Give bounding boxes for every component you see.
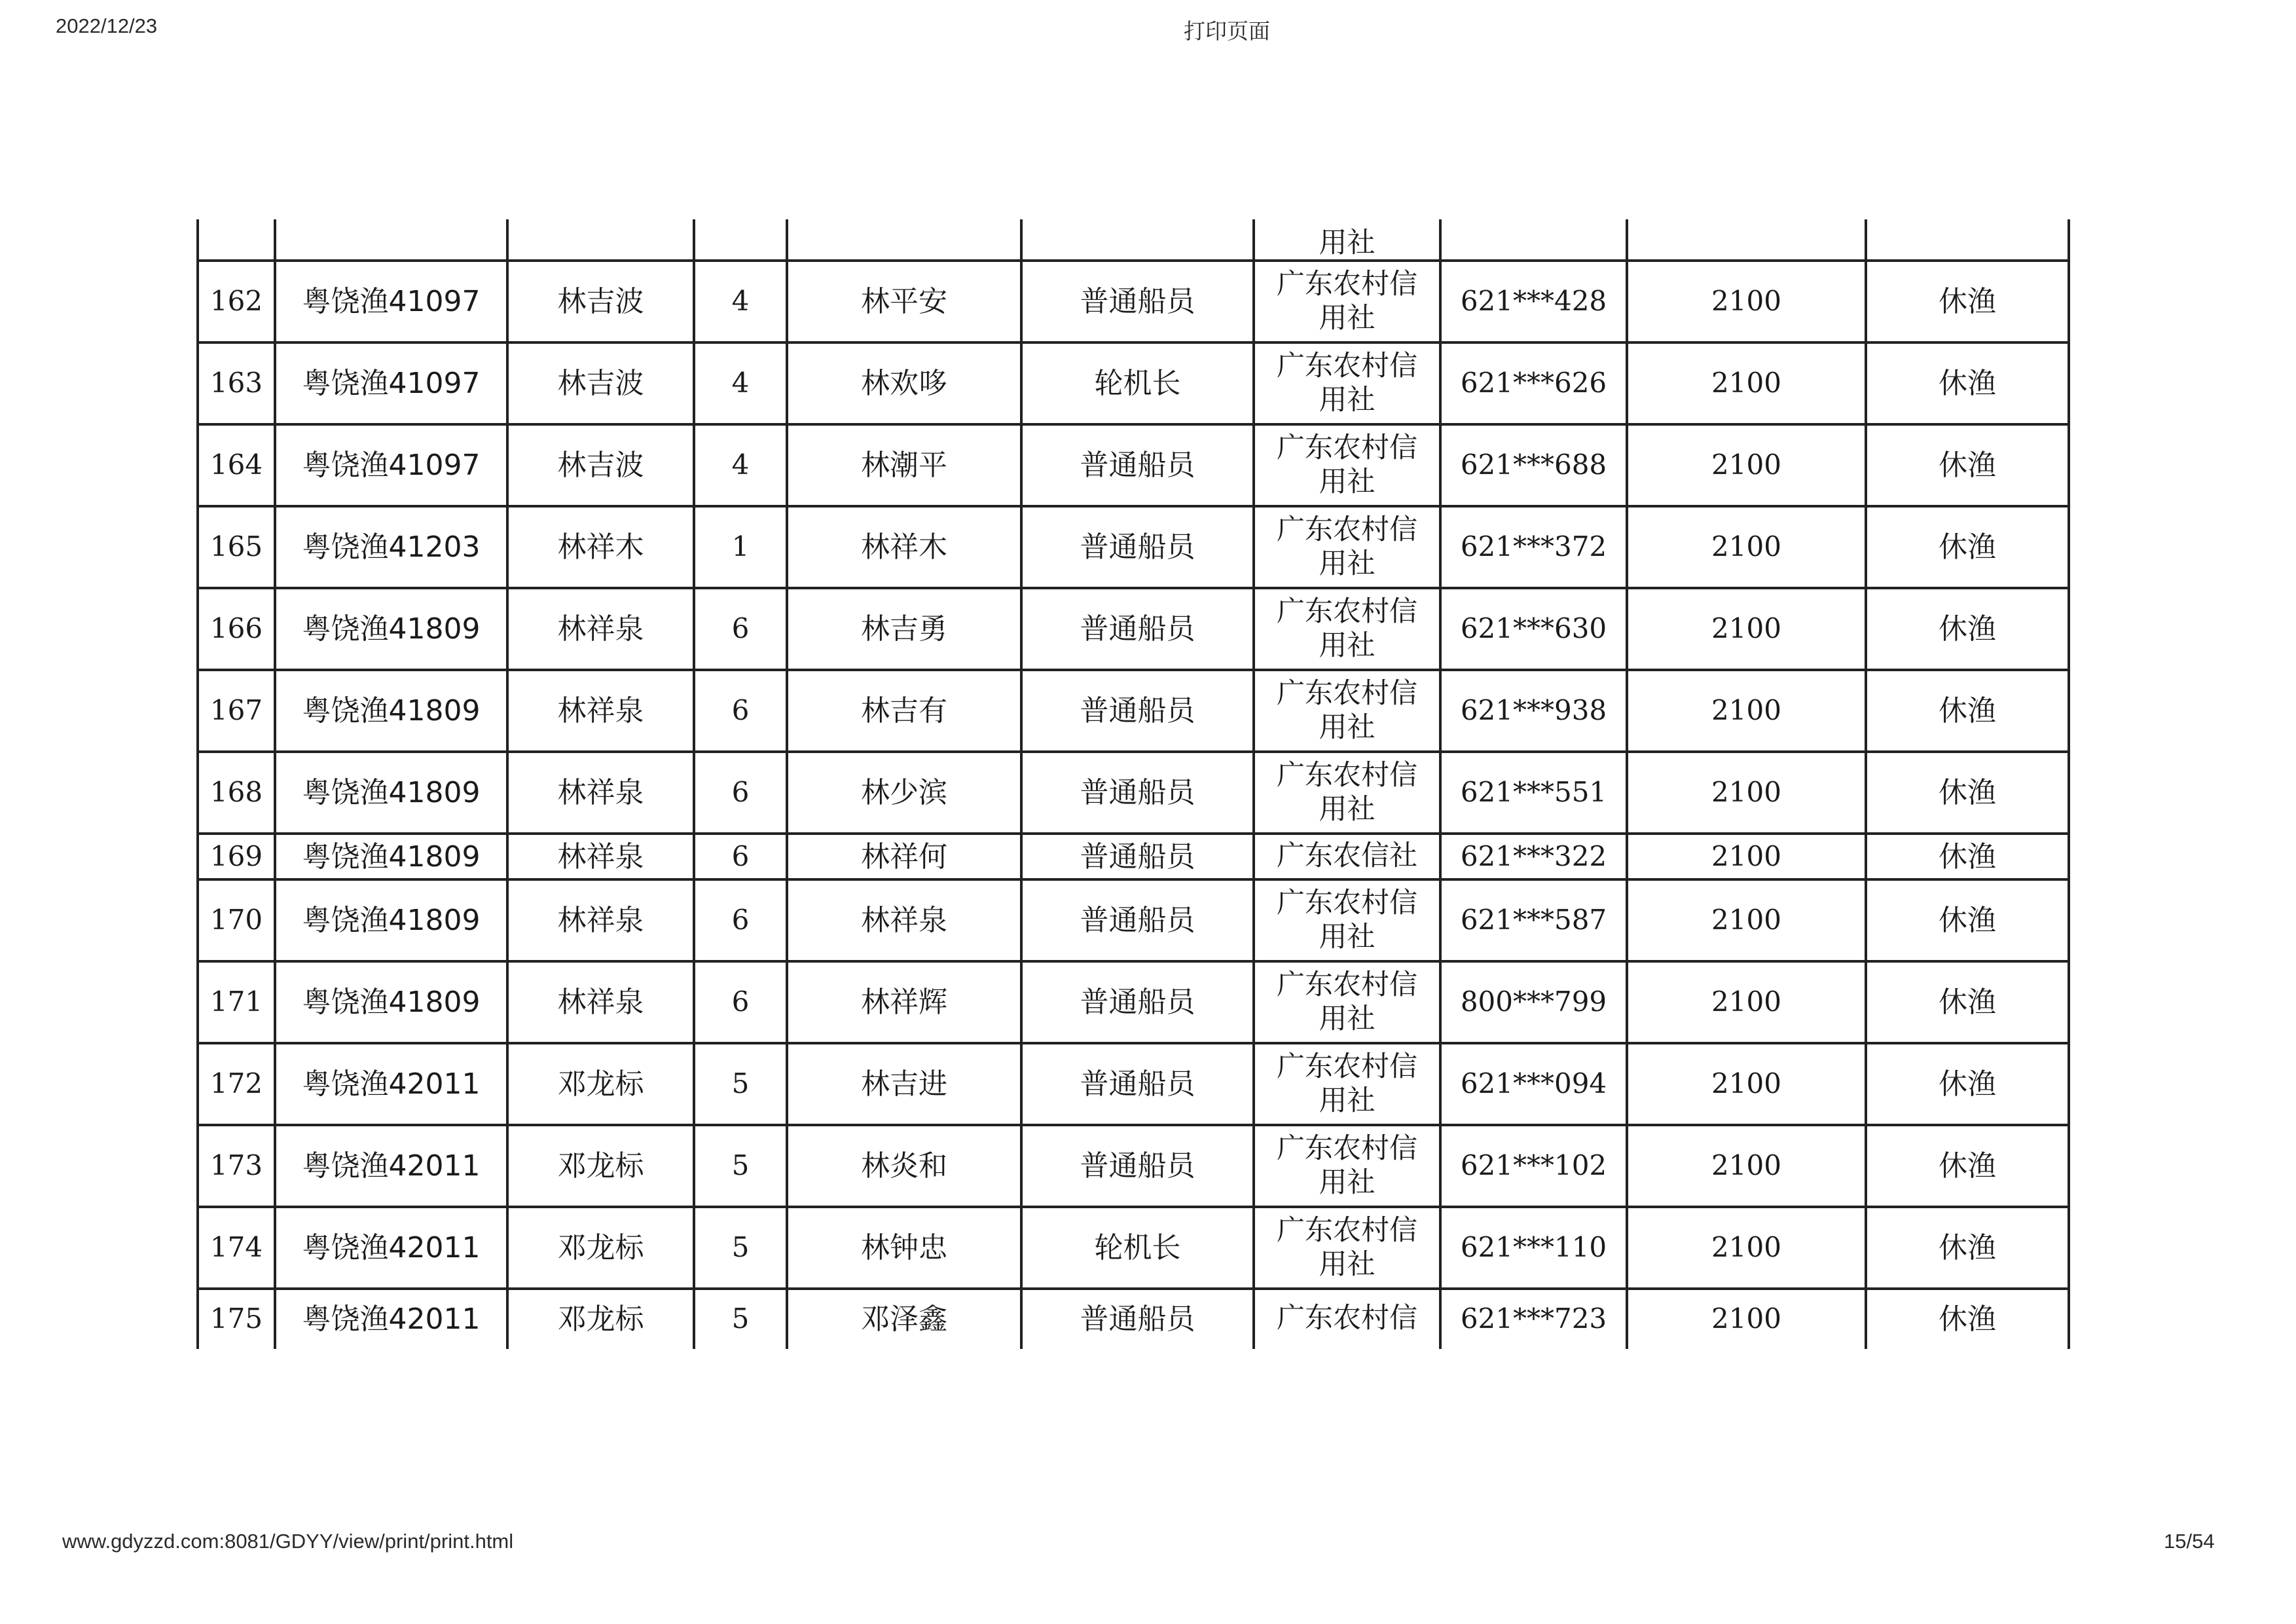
boat-number: 粤饶渔41097 [302, 285, 481, 318]
subsidy-amount: 2100 [1711, 840, 1781, 872]
boat-number: 粤饶渔41809 [302, 776, 481, 809]
row-number: 174 [210, 1231, 263, 1264]
row-number: 172 [210, 1067, 263, 1100]
crew-role: 普通船员 [1080, 285, 1195, 318]
bank-name: 广东农村信 用社 [1277, 349, 1417, 416]
owner-name: 林祥泉 [557, 694, 644, 728]
crew-count: 5 [731, 1302, 750, 1335]
subsidy-type: 休渔 [1939, 1302, 1996, 1336]
boat-number: 粤饶渔41097 [302, 449, 481, 482]
crew-name: 林欢哆 [861, 367, 947, 400]
continued-cell-fragment: 用社 [1319, 227, 1376, 260]
subsidy-type: 休渔 [1939, 840, 1996, 874]
owner-name: 林祥泉 [557, 776, 644, 809]
row-number: 168 [210, 776, 263, 809]
crew-count: 6 [731, 986, 750, 1018]
crew-count: 6 [731, 694, 750, 727]
crew-count: 5 [731, 1231, 750, 1264]
crew-role: 普通船员 [1080, 986, 1195, 1019]
subsidy-amount: 2100 [1711, 285, 1781, 318]
boat-number: 粤饶渔41809 [302, 986, 481, 1019]
owner-name: 林吉波 [557, 449, 644, 482]
account-number: 621***723 [1460, 1302, 1607, 1335]
crew-role: 普通船员 [1080, 904, 1195, 937]
crew-role: 轮机长 [1094, 1231, 1181, 1264]
subsidy-amount: 2100 [1711, 986, 1781, 1018]
crew-role: 普通船员 [1080, 1067, 1195, 1101]
crew-role: 普通船员 [1080, 612, 1195, 646]
owner-name: 邓龙标 [557, 1302, 644, 1336]
bank-name: 广东农村信 用社 [1277, 676, 1417, 744]
crew-count: 6 [731, 776, 750, 809]
bank-name: 广东农村信 用社 [1277, 513, 1417, 580]
crew-count: 5 [731, 1149, 750, 1182]
owner-name: 林祥泉 [557, 840, 644, 874]
subsidy-amount: 2100 [1711, 530, 1781, 563]
owner-name: 林吉波 [557, 285, 644, 318]
crew-name: 林吉勇 [861, 612, 947, 646]
owner-name: 林吉波 [557, 367, 644, 400]
subsidy-amount: 2100 [1711, 1149, 1781, 1182]
crew-role: 普通船员 [1080, 694, 1195, 728]
print-date: 2022/12/23 [56, 14, 158, 37]
crew-count: 4 [731, 367, 750, 399]
subsidy-type: 休渔 [1939, 986, 1996, 1019]
account-number: 621***630 [1460, 612, 1607, 645]
owner-name: 邓龙标 [557, 1149, 644, 1183]
subsidy-type: 休渔 [1939, 1231, 1996, 1264]
account-number: 621***102 [1460, 1149, 1607, 1182]
row-number: 166 [210, 612, 263, 645]
crew-count: 4 [731, 449, 750, 481]
crew-role: 普通船员 [1080, 530, 1195, 564]
page-number: 15/54 [2164, 1530, 2215, 1553]
crew-name: 林祥何 [861, 840, 947, 874]
owner-name: 邓龙标 [557, 1231, 644, 1264]
boat-number: 粤饶渔42011 [302, 1231, 481, 1264]
owner-name: 林祥泉 [557, 904, 644, 937]
crew-count: 5 [731, 1067, 750, 1100]
boat-number: 粤饶渔41809 [302, 840, 481, 874]
bank-name: 广东农村信 用社 [1277, 431, 1417, 498]
boat-number: 粤饶渔41203 [302, 530, 481, 564]
boat-number: 粤饶渔42011 [302, 1067, 481, 1101]
subsidy-type: 休渔 [1939, 694, 1996, 728]
crew-role: 轮机长 [1094, 367, 1181, 400]
crew-name: 邓泽鑫 [861, 1302, 947, 1336]
crew-name: 林吉有 [861, 694, 947, 728]
account-number: 621***587 [1460, 904, 1607, 936]
crew-name: 林少滨 [861, 776, 947, 809]
boat-number: 粤饶渔41809 [302, 612, 481, 646]
row-number: 170 [210, 904, 263, 936]
crew-count: 6 [731, 904, 750, 936]
bank-name: 广东农村信 [1277, 1302, 1417, 1335]
account-number: 621***688 [1460, 449, 1607, 481]
owner-name: 林祥泉 [557, 986, 644, 1019]
row-number: 167 [210, 694, 263, 727]
crew-name: 林祥木 [861, 530, 947, 564]
crew-role: 普通船员 [1080, 449, 1195, 482]
subsidy-type: 休渔 [1939, 367, 1996, 400]
bank-name: 广东农村信 用社 [1277, 968, 1417, 1035]
row-number: 163 [210, 367, 263, 399]
owner-name: 林祥泉 [557, 612, 644, 646]
subsidy-type: 休渔 [1939, 904, 1996, 937]
subsidy-type: 休渔 [1939, 449, 1996, 482]
crew-name: 林吉进 [861, 1067, 947, 1101]
owner-name: 邓龙标 [557, 1067, 644, 1101]
subsidy-amount: 2100 [1711, 612, 1781, 645]
account-number: 621***094 [1460, 1067, 1607, 1100]
account-number: 621***626 [1460, 367, 1607, 399]
boat-number: 粤饶渔41097 [302, 367, 481, 400]
crew-role: 普通船员 [1080, 776, 1195, 809]
account-number: 621***551 [1460, 776, 1607, 809]
crew-name: 林炎和 [861, 1149, 947, 1183]
bank-name: 广东农村信 用社 [1277, 595, 1417, 662]
crew-role: 普通船员 [1080, 1302, 1195, 1336]
subsidy-type: 休渔 [1939, 776, 1996, 809]
subsidy-type: 休渔 [1939, 612, 1996, 646]
account-number: 621***428 [1460, 285, 1607, 318]
row-number: 165 [210, 530, 263, 563]
row-number: 175 [210, 1302, 263, 1335]
page-title: 打印页面 [1184, 19, 1270, 43]
bank-name: 广东农村信 用社 [1277, 1213, 1417, 1281]
bank-name: 广东农村信 用社 [1277, 1050, 1417, 1117]
row-number: 162 [210, 285, 263, 318]
subsidy-amount: 2100 [1711, 449, 1781, 481]
subsidy-amount: 2100 [1711, 1067, 1781, 1100]
crew-count: 6 [731, 840, 750, 872]
bank-name: 广东农村信 用社 [1277, 758, 1417, 826]
crew-role: 普通船员 [1080, 1149, 1195, 1183]
account-number: 621***372 [1460, 530, 1607, 563]
crew-name: 林平安 [861, 285, 947, 318]
subsidy-amount: 2100 [1711, 904, 1781, 936]
account-number: 621***938 [1460, 694, 1607, 727]
subsidy-type: 休渔 [1939, 1149, 1996, 1183]
subsidy-amount: 2100 [1711, 1231, 1781, 1264]
boat-number: 粤饶渔42011 [302, 1302, 481, 1336]
crew-name: 林祥泉 [861, 904, 947, 937]
account-number: 800***799 [1460, 986, 1607, 1018]
crew-count: 1 [731, 530, 750, 563]
row-number: 169 [210, 840, 263, 872]
subsidy-amount: 2100 [1711, 694, 1781, 727]
subsidy-type: 休渔 [1939, 530, 1996, 564]
account-number: 621***110 [1460, 1231, 1607, 1264]
crew-name: 林祥辉 [861, 986, 947, 1019]
boat-number: 粤饶渔41809 [302, 694, 481, 728]
bank-name: 广东农村信 用社 [1277, 267, 1417, 335]
account-number: 621***322 [1460, 840, 1607, 872]
crew-name: 林钟忠 [861, 1231, 947, 1264]
bank-name: 广东农村信 用社 [1277, 886, 1417, 953]
crew-count: 6 [731, 612, 750, 645]
bank-name: 广东农村信 用社 [1277, 1132, 1417, 1199]
subsidy-amount: 2100 [1711, 776, 1781, 809]
crew-count: 4 [731, 285, 750, 318]
owner-name: 林祥木 [557, 530, 644, 564]
source-url: www.gdyzzd.com:8081/GDYY/view/print/print.html [62, 1530, 514, 1553]
row-number: 164 [210, 449, 263, 481]
subsidy-type: 休渔 [1939, 1067, 1996, 1101]
subsidy-amount: 2100 [1711, 367, 1781, 399]
boat-number: 粤饶渔41809 [302, 904, 481, 937]
bank-name: 广东农信社 [1277, 840, 1417, 873]
subsidy-amount: 2100 [1711, 1302, 1781, 1335]
row-number: 171 [210, 986, 263, 1018]
crew-name: 林潮平 [861, 449, 947, 482]
subsidy-type: 休渔 [1939, 285, 1996, 318]
crew-role: 普通船员 [1080, 840, 1195, 874]
row-number: 173 [210, 1149, 263, 1182]
boat-number: 粤饶渔42011 [302, 1149, 481, 1183]
